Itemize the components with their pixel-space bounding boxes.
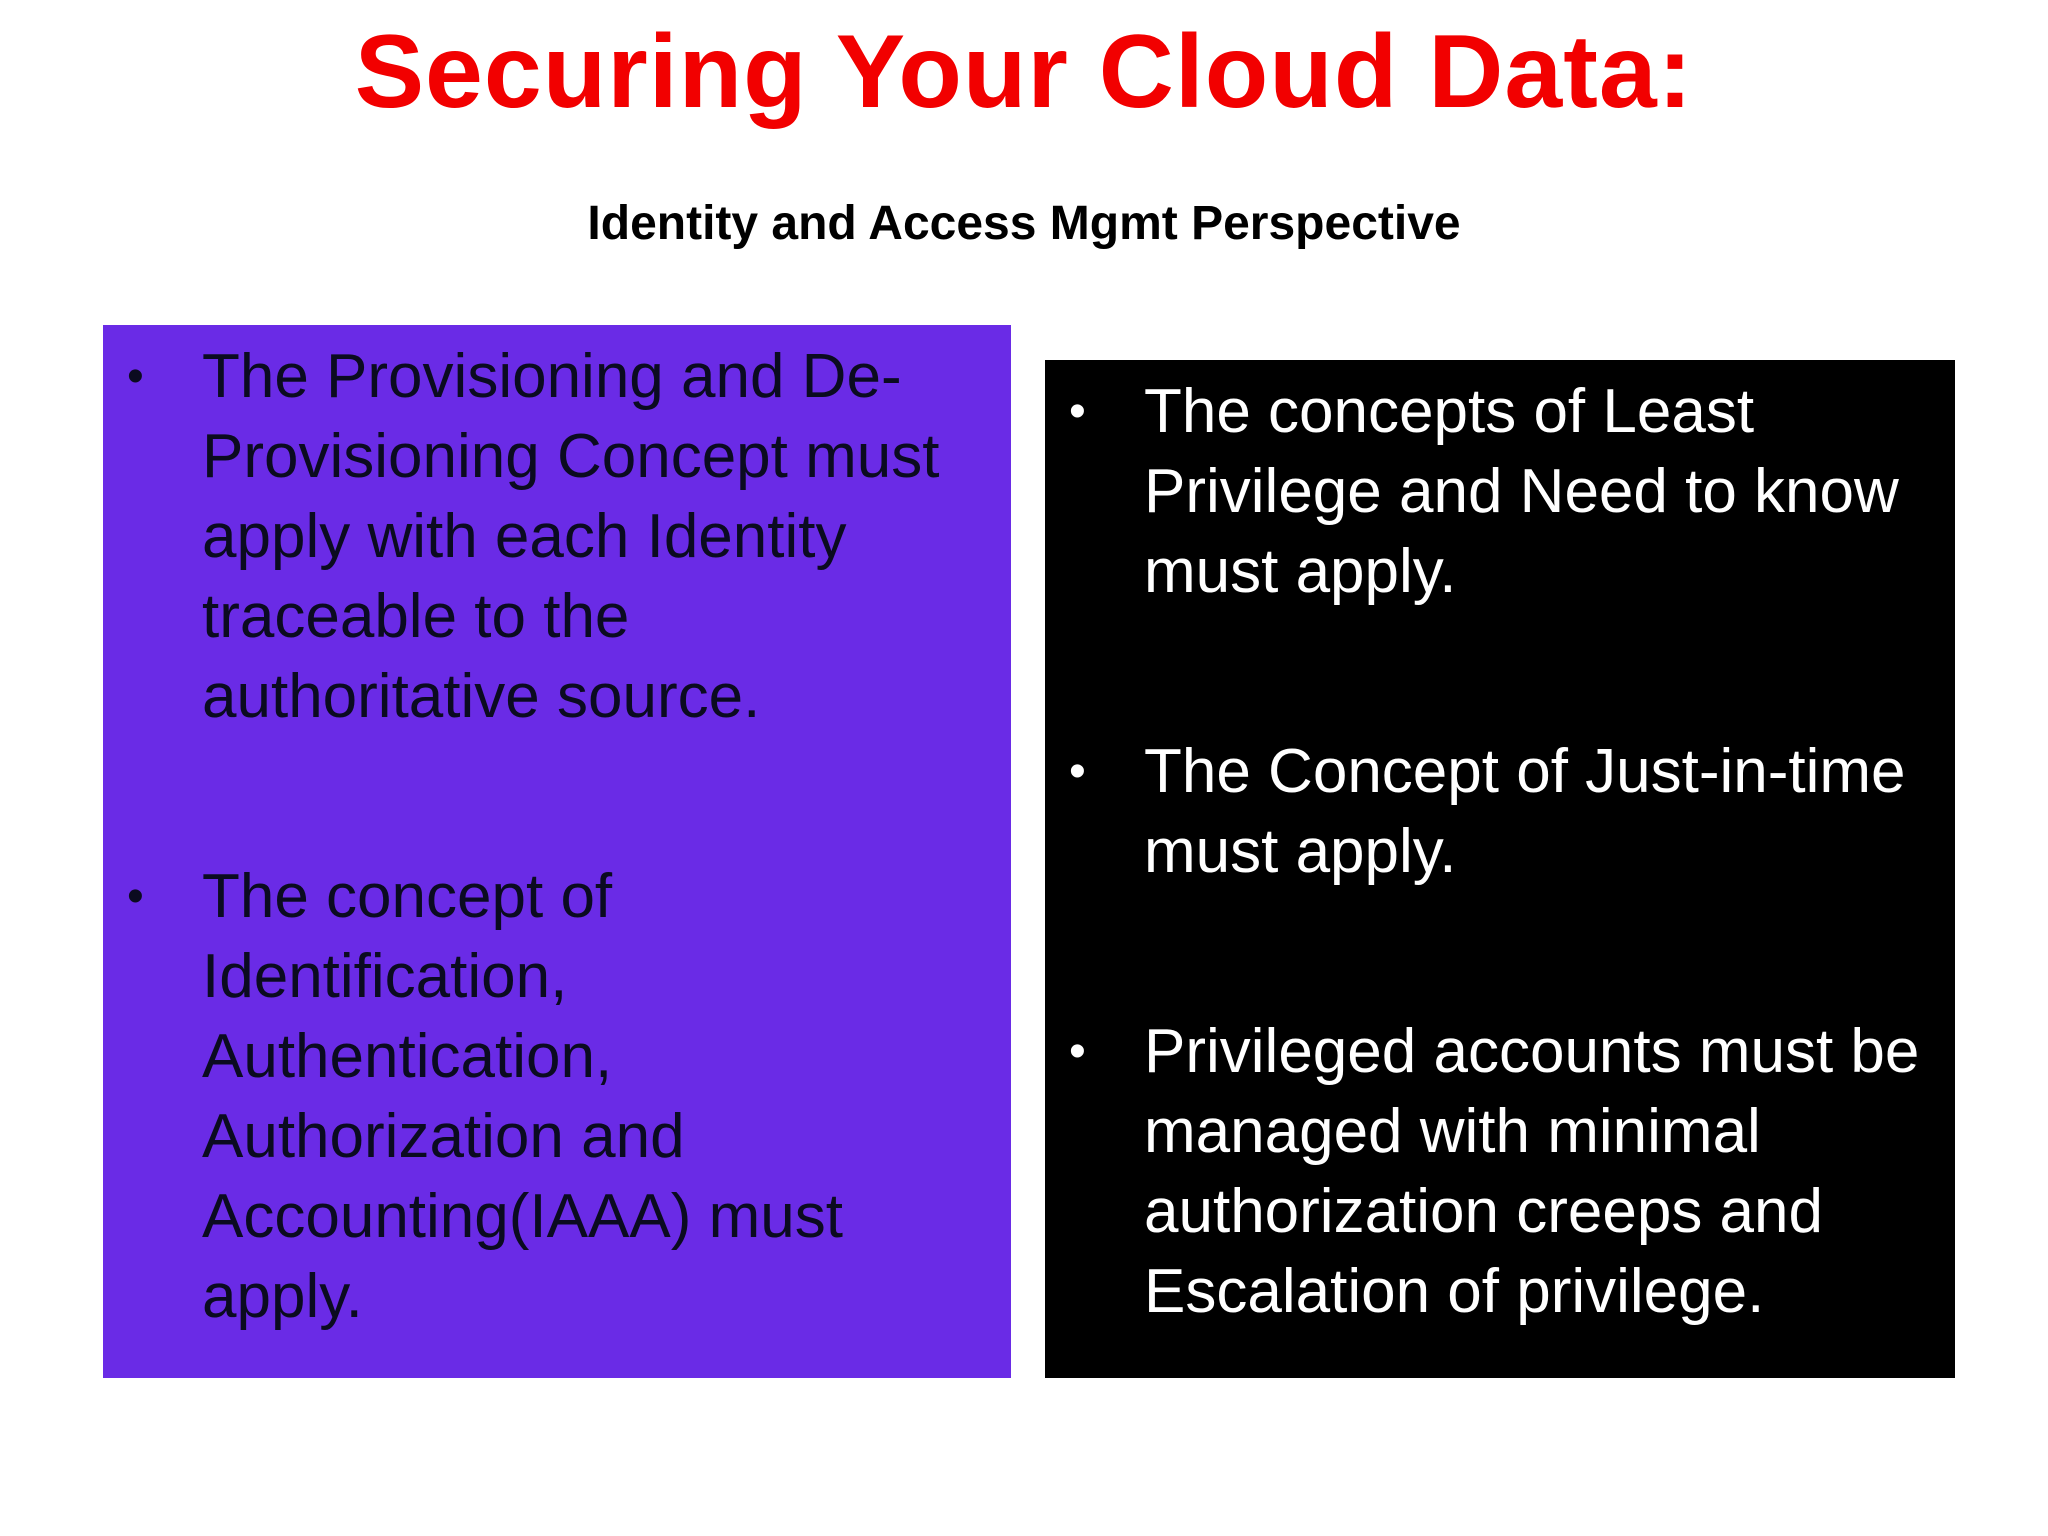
bullet-text: The Concept of Just-in-time must apply. bbox=[1144, 737, 1906, 886]
bullet-item bbox=[1069, 732, 1935, 892]
bullet-icon: • bbox=[1069, 385, 1086, 438]
bullet-item bbox=[1069, 372, 1935, 612]
bullet-icon: • bbox=[127, 870, 144, 923]
left-bullet-list bbox=[127, 337, 971, 1337]
bullet-item bbox=[127, 857, 971, 1337]
left-content-panel bbox=[103, 325, 1011, 1378]
bullet-text: Privileged accounts must be managed with minimal authorization creeps and Escalation of privilege. bbox=[1144, 1017, 1920, 1326]
bullet-icon: • bbox=[1069, 745, 1086, 798]
bullet-icon: • bbox=[127, 350, 144, 403]
right-bullet-list bbox=[1069, 372, 1935, 1332]
slide-subtitle: Identity and Access Mgmt Perspective bbox=[587, 197, 1461, 250]
bullet-text: The concepts of Least Privilege and Need to know must apply. bbox=[1144, 377, 1899, 606]
bullet-text: The Provisioning and De-Provisioning Concept must apply with each Identity traceable to the authoritative source. bbox=[202, 342, 940, 731]
bullet-text: The concept of Identification, Authentication, Authorization and Accounting(IAAA) must apply. bbox=[202, 862, 843, 1331]
bullet-icon: • bbox=[1069, 1025, 1086, 1078]
bullet-item bbox=[1069, 1012, 1935, 1332]
right-content-panel bbox=[1045, 360, 1955, 1378]
bullet-item bbox=[127, 337, 971, 737]
slide-title: Securing Your Cloud Data: bbox=[354, 14, 1694, 130]
